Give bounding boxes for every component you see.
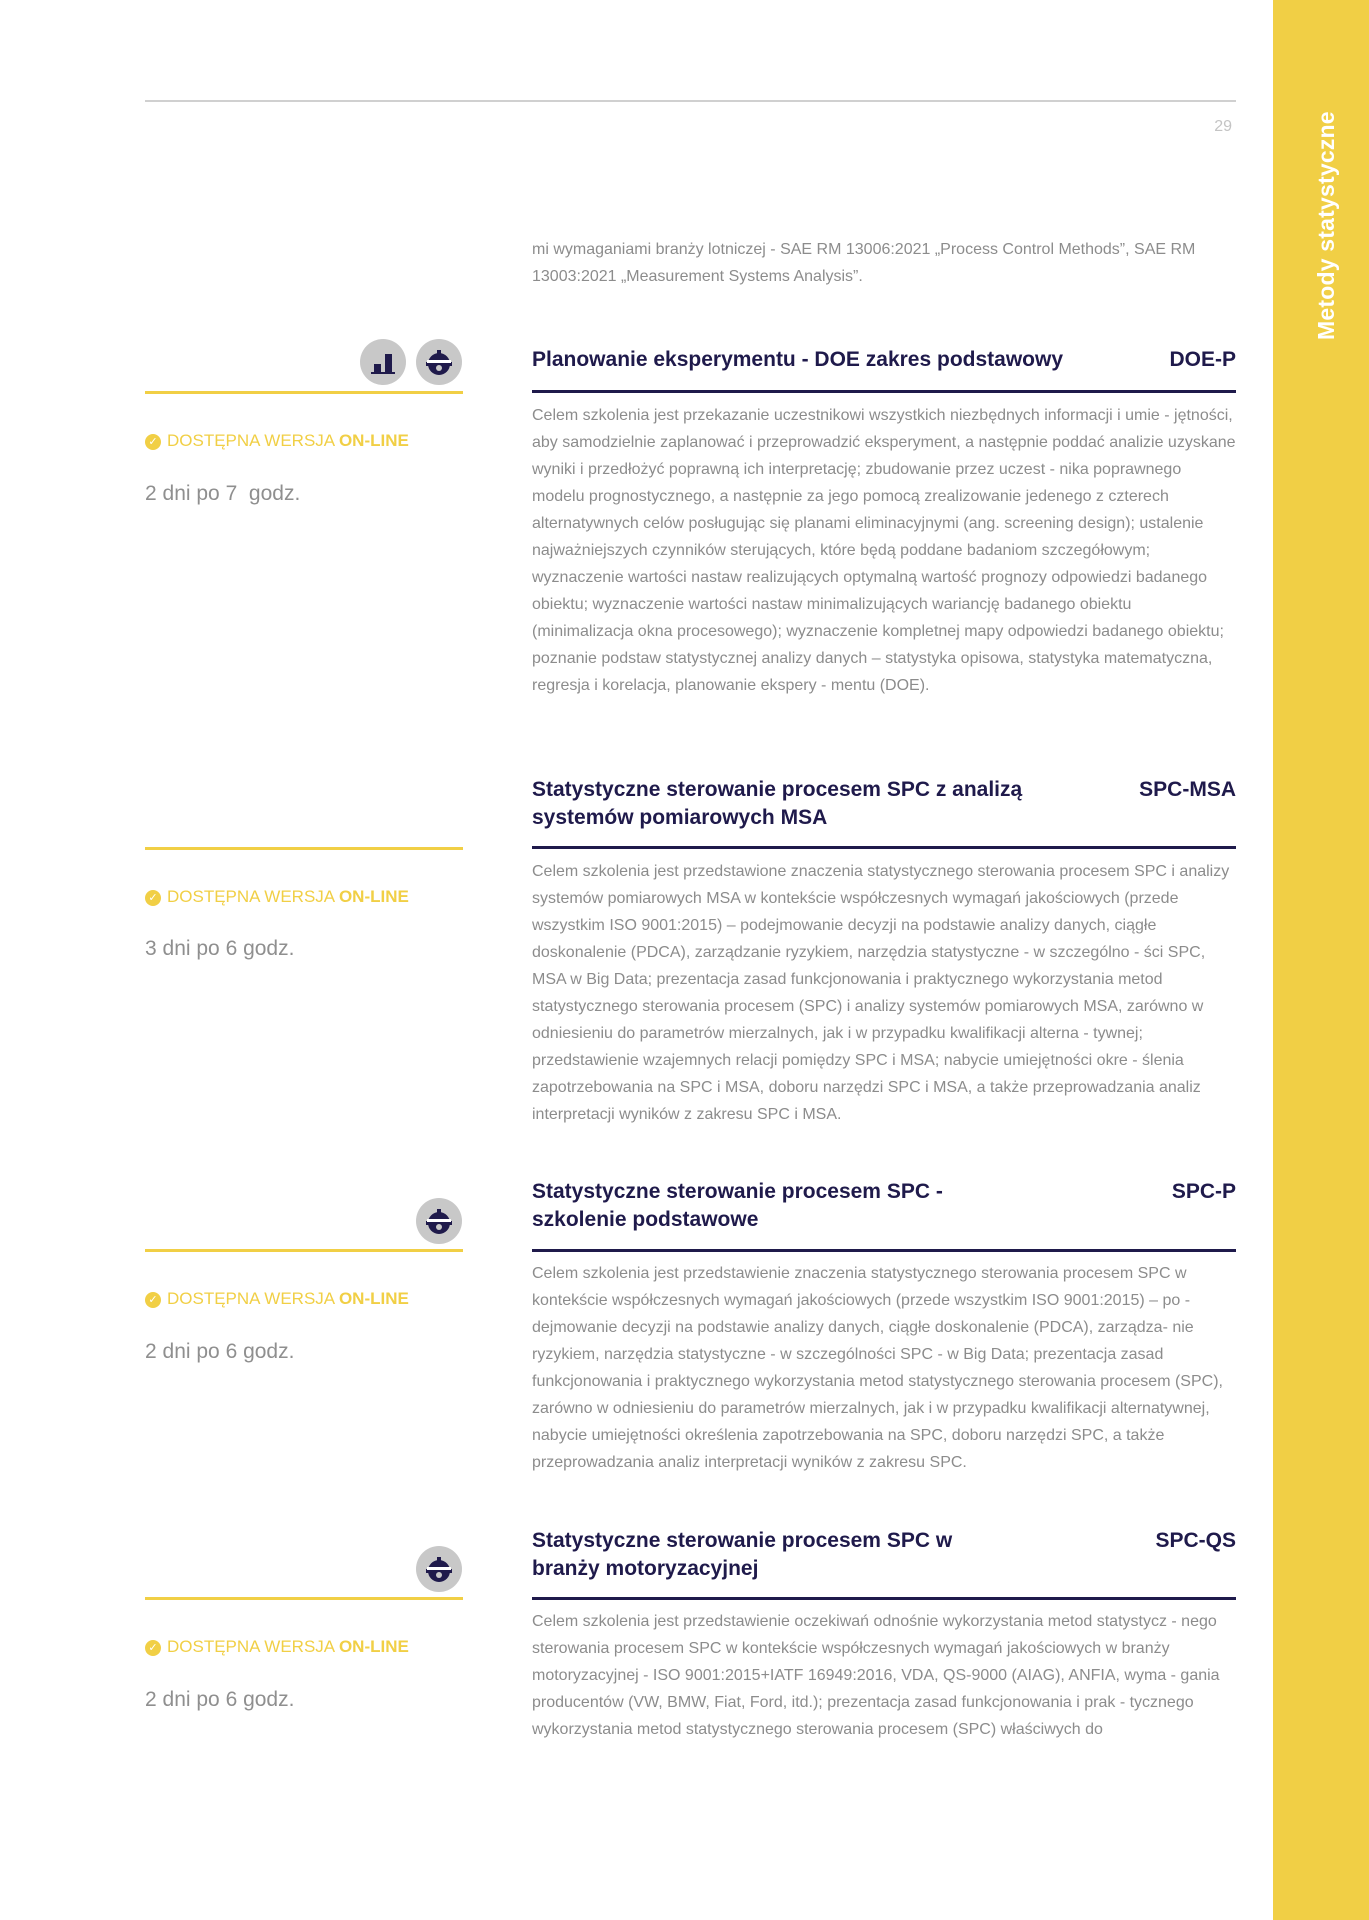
check-circle-icon: ✓	[145, 434, 161, 450]
course-description: Celem szkolenia jest przedstawienie znaczenia statystycznego sterowania procesem SPC w kontekście współczesnych wymagań jakościowych (przede wszystkim ISO 9001:2015) – po - dejmowanie decyzji na podstawie analizy danych, ciągłe doskonalenie (PDCA), zarządza- nie ryzykiem, narzędzia statystyczne - w szczególności SPC - w Big Data; prezentacja zasad funkcjonowania i praktycznego wykorzystania metod statystycznego sterowania procesem (SPC), zarówno w odniesieniu do parametrów mierzalnych, jak i w przypadku kwalifikacji alternatywnej, nabycie umiejętności określenia zapotrzebowania na SPC, doboru narzędzi SPC, a także przeprowadzania analiz interpretacji wyników z zakresu SPC.	[532, 1265, 1223, 1471]
course-code: DOE-P	[1169, 348, 1236, 371]
check-circle-icon: ✓	[145, 1292, 161, 1308]
bar-chart-icon	[360, 339, 406, 385]
course-title: Statystyczne sterowanie procesem SPC z analizą systemów pomiarowych MSA	[532, 778, 1023, 829]
course-code: SPC-QS	[1155, 1529, 1236, 1552]
course-code: SPC-MSA	[1139, 778, 1236, 801]
course-divider	[145, 1249, 463, 1252]
online-badge: ✓ DOSTĘPNA WERSJA ON-LINE	[145, 1637, 409, 1657]
course-duration: 3 dni po 6 godz.	[145, 937, 295, 960]
course-divider	[145, 391, 463, 394]
intro-paragraph: mi wymaganiami branży lotniczej - SAE RM 13006:2021 „Process Control Methods”, SAE RM 13003:2021 „Measurement Systems Analysis”.	[532, 241, 1196, 285]
course-title: Statystyczne sterowanie procesem SPC - szkolenie podstawowe	[532, 1180, 943, 1231]
title-underline	[532, 1249, 1236, 1252]
course-title: Planowanie eksperymentu - DOE zakres podstawowy	[532, 348, 1063, 371]
online-badge: ✓ DOSTĘPNA WERSJA ON-LINE	[145, 431, 409, 451]
course-code: SPC-P	[1171, 1180, 1236, 1203]
course-divider	[145, 847, 463, 850]
course-duration: 2 dni po 7 godz.	[145, 482, 301, 505]
title-underline	[532, 390, 1236, 393]
online-badge: ✓ DOSTĘPNA WERSJA ON-LINE	[145, 1289, 409, 1309]
course-description: Celem szkolenia jest przedstawione znaczenia statystycznego sterowania procesem SPC i analizy systemów pomiarowych MSA w kontekście współczesnych wymagań jakościowych (przede wszystkim ISO 9001:2015) – podejmowanie decyzji na podstawie analizy danych, ciągłe doskonalenie (PDCA), zarządzanie ryzykiem, narzędzia statystyczne - w szczególno - ści SPC, MSA w Big Data; prezentacja zasad funkcjonowania i praktycznego wykorzystania metod statystycznego sterowania procesem (SPC) i analizy systemów pomiarowych MSA, zarówno w odniesieniu do parametrów mierzalnych, jak i w przypadku kwalifikacji alterna - tywnej; przedstawienie wzajemnych relacji pomiędzy SPC i MSA; nabycie umiejętności okre - ślenia zapotrzebowania na SPC i MSA, doboru narzędzi SPC i MSA, a także przeprowadzania analiz interpretacji wyników z zakresu SPC i MSA.	[532, 863, 1230, 1123]
course-description: Celem szkolenia jest przekazanie uczestnikowi wszystkich niezbędnych informacji i umie - jętności, aby samodzielnie zaplanować i przeprowadzić eksperyment, a następnie poddać analizie uzyskane wyniki i przedłożyć poprawną ich interpretację; zbudowanie przez uczest - nika poprawnego modelu prognostycznego, a następnie za jego pomocą zrealizowanie jedenego z czterech alternatywnych celów posługując się planami eliminacyjnymi (ang. screening design); ustalenie najważniejszych czynników sterujących, które będą poddane badaniom szczegółowym; wyznaczenie wartości nastaw realizujących optymalną wartość prognozy odpowiedzi badanego obiektu; wyznaczenie wartości nastaw minimalizujących wariancję badanego obiektu (minimalizacja okna procesowego); wyznaczenie kompletnej mapy odpowiedzi badanego obiektu; poznanie podstaw statystycznej analizy danych – statystyka opisowa, statystyka matematyczna, regresja i korelacja, planowanie ekspery - mentu (DOE).	[532, 407, 1236, 694]
gear-helmet-icon	[416, 1198, 462, 1244]
header-rule	[145, 100, 1236, 102]
title-underline	[532, 1597, 1236, 1600]
course-duration: 2 dni po 6 godz.	[145, 1340, 295, 1363]
title-underline	[532, 846, 1236, 849]
check-circle-icon: ✓	[145, 1640, 161, 1656]
course-title: Statystyczne sterowanie procesem SPC w branży motoryzacyjnej	[532, 1529, 953, 1580]
course-divider	[145, 1597, 463, 1600]
gear-helmet-icon	[416, 1546, 462, 1592]
page-number: 29	[1214, 118, 1232, 135]
section-title: Metody statystyczne	[1313, 111, 1339, 340]
online-badge: ✓ DOSTĘPNA WERSJA ON-LINE	[145, 887, 409, 907]
gear-helmet-icon	[416, 339, 462, 385]
course-duration: 2 dni po 6 godz.	[145, 1688, 295, 1711]
check-circle-icon: ✓	[145, 890, 161, 906]
course-description: Celem szkolenia jest przedstawienie oczekiwań odnośnie wykorzystania metod statystycz - nego sterowania procesem SPC w kontekście współczesnych wymagań jakościowych w branży motoryzacyjnej - ISO 9001:2015+IATF 16949:2016, VDA, QS-9000 (AIAG), ANFIA, wyma - gania producentów (VW, BMW, Fiat, Ford, itd.); prezentacja zasad funkcjonowania i prak - tycznego wykorzystania metod statystycznego sterowania procesem (SPC) właściwych do	[532, 1613, 1220, 1738]
